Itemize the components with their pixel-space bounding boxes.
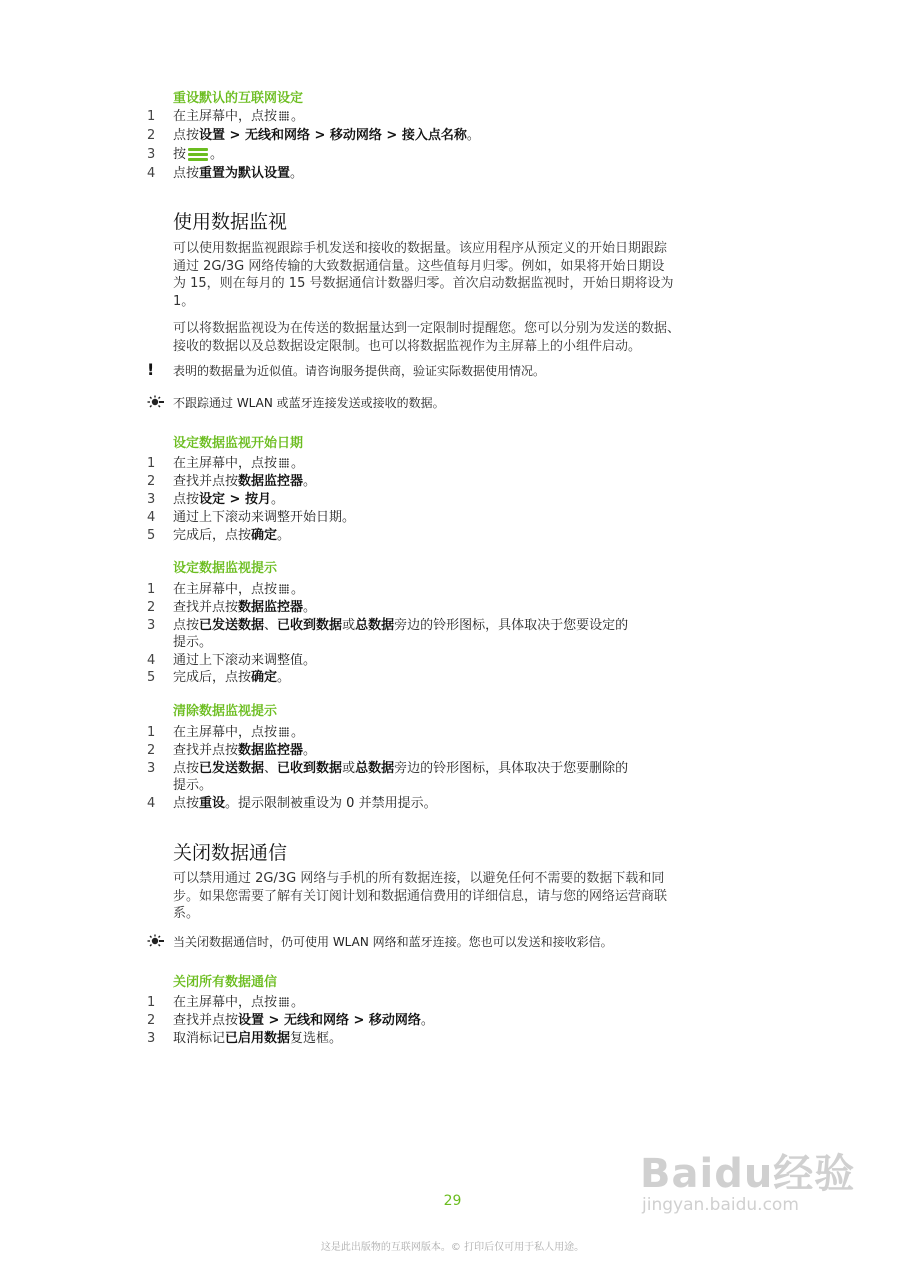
apps-grid-icon xyxy=(279,458,289,468)
warning-note: ! 表明的数据量为近似值。请咨询服务提供商，验证实际数据使用情况。 xyxy=(147,360,546,379)
list-item: 4 点按重设。提示限制被重设为 0 并禁用提示。 xyxy=(147,796,437,811)
list-item: 2 查找并点按数据监控器。 xyxy=(147,474,317,489)
list-item: 5 完成后，点按确定。 xyxy=(147,670,291,685)
list-item: 1 在主屏幕中，点按 。 xyxy=(147,109,305,124)
tip-note: 当关闭数据通信时，仍可使用 WLAN 网络和蓝牙连接。您也可以发送和接收彩信。 xyxy=(147,934,613,951)
section-heading-clear-alert: 清除数据监视提示 xyxy=(173,704,278,719)
list-item-continued: 提示。 xyxy=(173,778,213,793)
section-title-data-monitor: 使用数据监视 xyxy=(173,211,288,233)
apps-grid-icon xyxy=(279,997,289,1007)
list-item: 2 点按设置 > 无线和网络 > 移动网络 > 接入点名称。 xyxy=(147,128,480,143)
list-item: 2 查找并点按数据监控器。 xyxy=(147,600,317,615)
apps-grid-icon xyxy=(279,584,289,594)
tip-note: 不跟踪通过 WLAN 或蓝牙连接发送或接收的数据。 xyxy=(147,395,445,412)
paragraph: 可以使用数据监视跟踪手机发送和接收的数据量。该应用程序从预定义的开始日期跟踪 通过 2G/3G 网络传输的大致数据通信量。这些值每月归零。例如，如果将开始日期设 为 15，则在每月的 15 号数据通信计数器归零。首次启动数据监视时，开始日期将设为 1。 xyxy=(173,241,674,309)
list-item: 3 点按设定 > 按月。 xyxy=(147,492,284,507)
list-item: 3 点按已发送数据、已收到数据或总数据旁边的铃形图标，具体取决于您要删除的 xyxy=(147,761,629,776)
menu-icon xyxy=(188,146,208,162)
section-heading-reset-internet: 重设默认的互联网设定 xyxy=(173,91,304,106)
list-item: 4 点按重置为默认设置。 xyxy=(147,166,304,181)
section-heading-set-alert: 设定数据监视提示 xyxy=(173,561,278,576)
list-item: 1 在主屏幕中，点按 。 xyxy=(147,582,305,597)
apps-grid-icon xyxy=(279,727,289,737)
baidu-watermark: Baidu经验 jingyan.baidu.com xyxy=(640,1151,856,1215)
list-item: 1 在主屏幕中，点按 。 xyxy=(147,995,305,1010)
list-item: 3 按 。 xyxy=(147,147,224,162)
lightbulb-icon xyxy=(147,934,167,948)
list-item: 2 查找并点按数据监控器。 xyxy=(147,743,317,758)
list-item: 2 查找并点按设置 > 无线和网络 > 移动网络。 xyxy=(147,1013,434,1028)
paragraph: 可以禁用通过 2G/3G 网络与手机的所有数据连接，以避免任何不需要的数据下载和同 步。如果您需要了解有关订阅计划和数据通信费用的详细信息，请与您的网络运营商联 系。 xyxy=(173,871,668,921)
list-item: 3 点按已发送数据、已收到数据或总数据旁边的铃形图标，具体取决于您要设定的 xyxy=(147,618,629,633)
list-item: 4 通过上下滚动来调整开始日期。 xyxy=(147,510,356,525)
list-item: 1 在主屏幕中，点按 。 xyxy=(147,456,305,471)
list-item: 1 在主屏幕中，点按 。 xyxy=(147,725,305,740)
list-item: 5 完成后，点按确定。 xyxy=(147,528,291,543)
exclamation-icon: ! xyxy=(147,360,155,379)
section-heading-set-start-date: 设定数据监视开始日期 xyxy=(173,436,304,451)
lightbulb-icon xyxy=(147,395,167,409)
page-number: 29 xyxy=(443,1193,462,1209)
apps-grid-icon xyxy=(279,111,289,121)
list-item: 4 通过上下滚动来调整值。 xyxy=(147,653,317,668)
section-heading-disable-all-data: 关闭所有数据通信 xyxy=(173,975,278,990)
footer-text: 这是此出版物的互联网版本。© 打印后仅可用于私人用途。 xyxy=(320,1242,585,1253)
list-item-continued: 提示。 xyxy=(173,635,213,650)
paragraph: 可以将数据监视设为在传送的数据量达到一定限制时提醒您。您可以分别为发送的数据、 接收的数据以及总数据设定限制。也可以将数据监视作为主屏幕上的小组件启动。 xyxy=(173,321,681,354)
list-item: 3 取消标记已启用数据复选框。 xyxy=(147,1031,343,1046)
section-title-disable-data: 关闭数据通信 xyxy=(173,842,288,864)
